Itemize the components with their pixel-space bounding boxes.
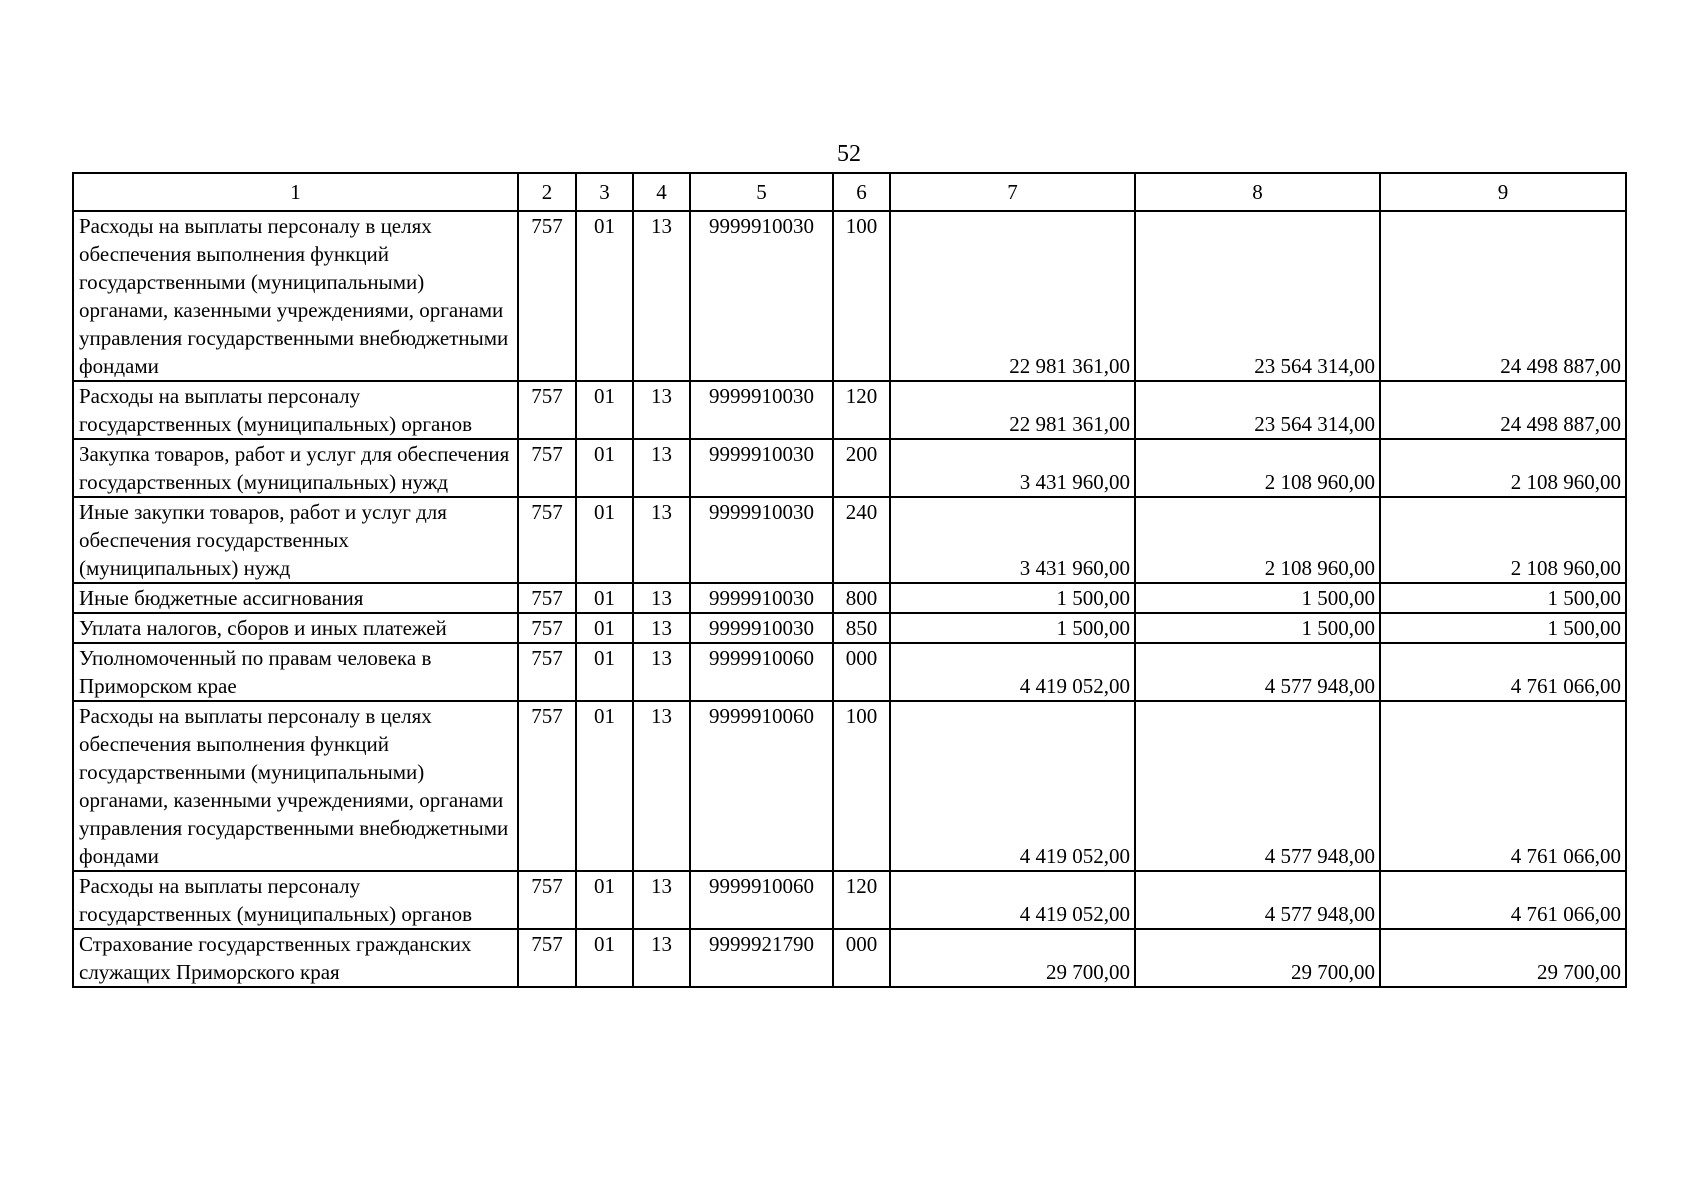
table-row — [73, 381, 1626, 439]
cell-amount-col9: 1 500,00 — [1380, 613, 1626, 643]
table-row — [73, 583, 1626, 613]
header-cell: 4 — [633, 173, 690, 211]
cell-col2: 757 — [518, 583, 576, 613]
page-number: 52 — [837, 141, 861, 167]
header-cell: 5 — [690, 173, 833, 211]
cell-amount-col7: 22 981 361,00 — [890, 381, 1135, 439]
cell-amount-col7: 3 431 960,00 — [890, 497, 1135, 583]
header-cell: 7 — [890, 173, 1135, 211]
cell-col6: 000 — [833, 929, 890, 987]
row-name: Расходы на выплаты персоналу государственных (муниципальных) органов — [73, 871, 518, 929]
row-name: Закупка товаров, работ и услуг для обеспечения государственных (муниципальных) нужд — [73, 439, 518, 497]
cell-col2: 757 — [518, 497, 576, 583]
cell-col4: 13 — [633, 439, 690, 497]
cell-amount-col8: 2 108 960,00 — [1135, 497, 1380, 583]
row-name: Страхование государственных гражданских служащих Приморского края — [73, 929, 518, 987]
cell-col3: 01 — [576, 643, 633, 701]
table-row — [73, 701, 1626, 871]
header-cell: 1 — [73, 173, 518, 211]
cell-amount-col8: 4 577 948,00 — [1135, 701, 1380, 871]
cell-col4: 13 — [633, 583, 690, 613]
cell-col4: 13 — [633, 381, 690, 439]
cell-amount-col8: 29 700,00 — [1135, 929, 1380, 987]
cell-amount-col7: 22 981 361,00 — [890, 211, 1135, 381]
cell-amount-col9: 4 761 066,00 — [1380, 701, 1626, 871]
cell-col5: 9999921790 — [690, 929, 833, 987]
cell-col5: 9999910030 — [690, 439, 833, 497]
row-name: Расходы на выплаты персоналу в целях обеспечения выполнения функций государственными (муниципальными) органами, казенными учреждениями, органами управления государственными внебюджетными фондами — [73, 211, 518, 381]
cell-col4: 13 — [633, 497, 690, 583]
cell-col2: 757 — [518, 929, 576, 987]
cell-amount-col8: 23 564 314,00 — [1135, 211, 1380, 381]
cell-col4: 13 — [633, 211, 690, 381]
cell-amount-col8: 1 500,00 — [1135, 583, 1380, 613]
cell-amount-col9: 2 108 960,00 — [1380, 439, 1626, 497]
cell-col5: 9999910030 — [690, 381, 833, 439]
cell-amount-col7: 4 419 052,00 — [890, 643, 1135, 701]
cell-col6: 800 — [833, 583, 890, 613]
header-row — [73, 173, 1626, 211]
cell-amount-col7: 1 500,00 — [890, 583, 1135, 613]
table-row — [73, 929, 1626, 987]
header-cell: 8 — [1135, 173, 1380, 211]
cell-col6: 200 — [833, 439, 890, 497]
cell-amount-col9: 4 761 066,00 — [1380, 871, 1626, 929]
cell-col5: 9999910030 — [690, 613, 833, 643]
budget-table — [72, 172, 1627, 988]
cell-amount-col9: 29 700,00 — [1380, 929, 1626, 987]
row-name: Иные бюджетные ассигнования — [73, 583, 518, 613]
cell-col3: 01 — [576, 497, 633, 583]
cell-col3: 01 — [576, 583, 633, 613]
cell-amount-col9: 24 498 887,00 — [1380, 211, 1626, 381]
cell-amount-col7: 29 700,00 — [890, 929, 1135, 987]
table-row — [73, 613, 1626, 643]
header-cell: 9 — [1380, 173, 1626, 211]
cell-amount-col7: 4 419 052,00 — [890, 701, 1135, 871]
cell-col6: 100 — [833, 701, 890, 871]
cell-col4: 13 — [633, 643, 690, 701]
table-row — [73, 871, 1626, 929]
cell-col3: 01 — [576, 929, 633, 987]
cell-col4: 13 — [633, 929, 690, 987]
table-row — [73, 643, 1626, 701]
cell-col5: 9999910030 — [690, 583, 833, 613]
cell-amount-col9: 1 500,00 — [1380, 583, 1626, 613]
cell-col2: 757 — [518, 613, 576, 643]
header-cell: 6 — [833, 173, 890, 211]
table-row — [73, 497, 1626, 583]
cell-col2: 757 — [518, 701, 576, 871]
cell-amount-col7: 4 419 052,00 — [890, 871, 1135, 929]
cell-col4: 13 — [633, 871, 690, 929]
row-name: Расходы на выплаты персоналу в целях обеспечения выполнения функций государственными (муниципальными) органами, казенными учреждениями, органами управления государственными внебюджетными фондами — [73, 701, 518, 871]
cell-col3: 01 — [576, 211, 633, 381]
cell-col6: 850 — [833, 613, 890, 643]
cell-col5: 9999910030 — [690, 211, 833, 381]
cell-col2: 757 — [518, 211, 576, 381]
cell-amount-col8: 23 564 314,00 — [1135, 381, 1380, 439]
cell-col2: 757 — [518, 381, 576, 439]
cell-col5: 9999910030 — [690, 497, 833, 583]
cell-col4: 13 — [633, 613, 690, 643]
cell-col3: 01 — [576, 381, 633, 439]
cell-col3: 01 — [576, 613, 633, 643]
cell-amount-col8: 2 108 960,00 — [1135, 439, 1380, 497]
header-cell: 2 — [518, 173, 576, 211]
cell-col6: 120 — [833, 871, 890, 929]
cell-amount-col9: 4 761 066,00 — [1380, 643, 1626, 701]
cell-amount-col8: 4 577 948,00 — [1135, 871, 1380, 929]
cell-col6: 100 — [833, 211, 890, 381]
cell-col2: 757 — [518, 643, 576, 701]
table-row — [73, 211, 1626, 381]
cell-col6: 240 — [833, 497, 890, 583]
cell-amount-col7: 3 431 960,00 — [890, 439, 1135, 497]
table-row — [73, 439, 1626, 497]
cell-col3: 01 — [576, 701, 633, 871]
cell-col5: 9999910060 — [690, 643, 833, 701]
cell-col5: 9999910060 — [690, 701, 833, 871]
cell-col6: 120 — [833, 381, 890, 439]
row-name: Уплата налогов, сборов и иных платежей — [73, 613, 518, 643]
cell-col3: 01 — [576, 871, 633, 929]
row-name: Иные закупки товаров, работ и услуг для обеспечения государственных (муниципальных) нужд — [73, 497, 518, 583]
row-name: Расходы на выплаты персоналу государственных (муниципальных) органов — [73, 381, 518, 439]
cell-amount-col8: 4 577 948,00 — [1135, 643, 1380, 701]
cell-col4: 13 — [633, 701, 690, 871]
cell-amount-col9: 2 108 960,00 — [1380, 497, 1626, 583]
cell-col6: 000 — [833, 643, 890, 701]
row-name: Уполномоченный по правам человека в Приморском крае — [73, 643, 518, 701]
cell-col2: 757 — [518, 871, 576, 929]
cell-col2: 757 — [518, 439, 576, 497]
header-cell: 3 — [576, 173, 633, 211]
cell-col5: 9999910060 — [690, 871, 833, 929]
cell-amount-col8: 1 500,00 — [1135, 613, 1380, 643]
cell-amount-col7: 1 500,00 — [890, 613, 1135, 643]
cell-col3: 01 — [576, 439, 633, 497]
cell-amount-col9: 24 498 887,00 — [1380, 381, 1626, 439]
